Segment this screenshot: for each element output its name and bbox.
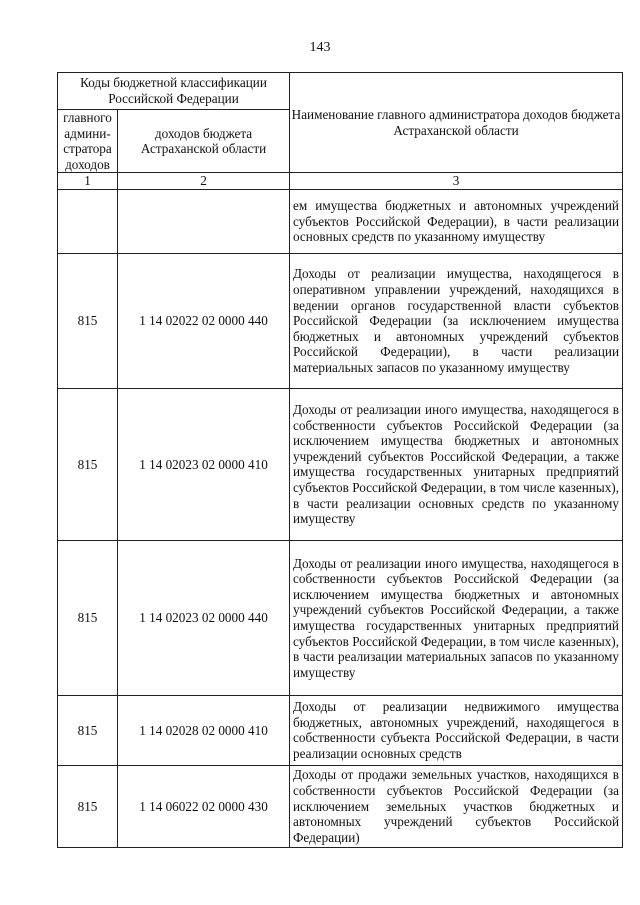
revenue-name-cell: Доходы от реализации имущества, находящегося в оперативном управлении учреждений, находящихся в ведении органов государственной власти субъектов Российской Федерации (за исключением имущества бюджетных и автономных учреждений субъектов Российской Федерации), в части реализации материальных запасов по указанному имуществу bbox=[290, 253, 623, 388]
revenue-name-cell: Доходы от реализации иного имущества, находящегося в собственности субъектов Российской Федерации (за исключением имущества бюджетных и автономных учреждений субъектов Российской Федерации, а также имущества государственных унитарных предприятий субъектов Российской Федерации, в том числе казенных), в части реализации основных средств по указанному имуществу bbox=[290, 388, 623, 540]
revenue-name-cell: Доходы от реализации недвижимого имущества бюджетных, автономных учреждений, находящегося в собственности субъекта Российской Федерации, в части реализации основных средств bbox=[290, 695, 623, 765]
admin-code-cell: 815 bbox=[58, 253, 118, 388]
table-row bbox=[58, 695, 623, 765]
revenue-name-cell: ем имущества бюджетных и автономных учреждений субъектов Российской Федерации), в части реализации основных средств по указанному имуществу bbox=[290, 189, 623, 253]
page-number: 143 bbox=[309, 40, 331, 55]
column-number-1: 1 bbox=[58, 173, 118, 190]
budget-code-cell: 1 14 02028 02 0000 410 bbox=[118, 695, 290, 765]
column-number-2: 2 bbox=[118, 173, 290, 190]
table-row bbox=[58, 540, 623, 695]
admin-code-cell: 815 bbox=[58, 695, 118, 765]
table-row bbox=[58, 253, 623, 388]
table-row bbox=[58, 189, 623, 253]
budget-classification-table bbox=[57, 72, 623, 848]
header-col-name: Наименование главного администратора доходов бюджета Астраханской области bbox=[290, 73, 623, 173]
table-row bbox=[58, 765, 623, 847]
budget-code-cell bbox=[118, 189, 290, 253]
admin-code-cell: 815 bbox=[58, 388, 118, 540]
budget-code-cell: 1 14 02022 02 0000 440 bbox=[118, 253, 290, 388]
budget-code-cell: 1 14 06022 02 0000 430 bbox=[118, 765, 290, 847]
header-col-budget: доходов бюджета Астраханской области bbox=[118, 110, 290, 173]
budget-code-cell: 1 14 02023 02 0000 440 bbox=[118, 540, 290, 695]
header-group-title: Коды бюджетной классификации Российской Федерации bbox=[58, 73, 290, 110]
column-number-3: 3 bbox=[290, 173, 623, 190]
table-row bbox=[58, 388, 623, 540]
admin-code-cell: 815 bbox=[58, 765, 118, 847]
header-col-admin: главного админи-стратора доходов bbox=[58, 110, 118, 173]
admin-code-cell bbox=[58, 189, 118, 253]
revenue-name-cell: Доходы от продажи земельных участков, находящихся в собственности субъектов Российской Федерации (за исключением земельных участков бюджетных и автономных учреждений субъектов Российской Федерации) bbox=[290, 765, 623, 847]
revenue-name-cell: Доходы от реализации иного имущества, находящегося в собственности субъектов Российской Федерации (за исключением имущества бюджетных и автономных учреждений субъектов Российской Федерации, а также имущества государственных унитарных предприятий субъектов Российской Федерации, в том числе казенных), в части реализации материальных запасов по указанному имуществу bbox=[290, 540, 623, 695]
budget-code-cell: 1 14 02023 02 0000 410 bbox=[118, 388, 290, 540]
admin-code-cell: 815 bbox=[58, 540, 118, 695]
